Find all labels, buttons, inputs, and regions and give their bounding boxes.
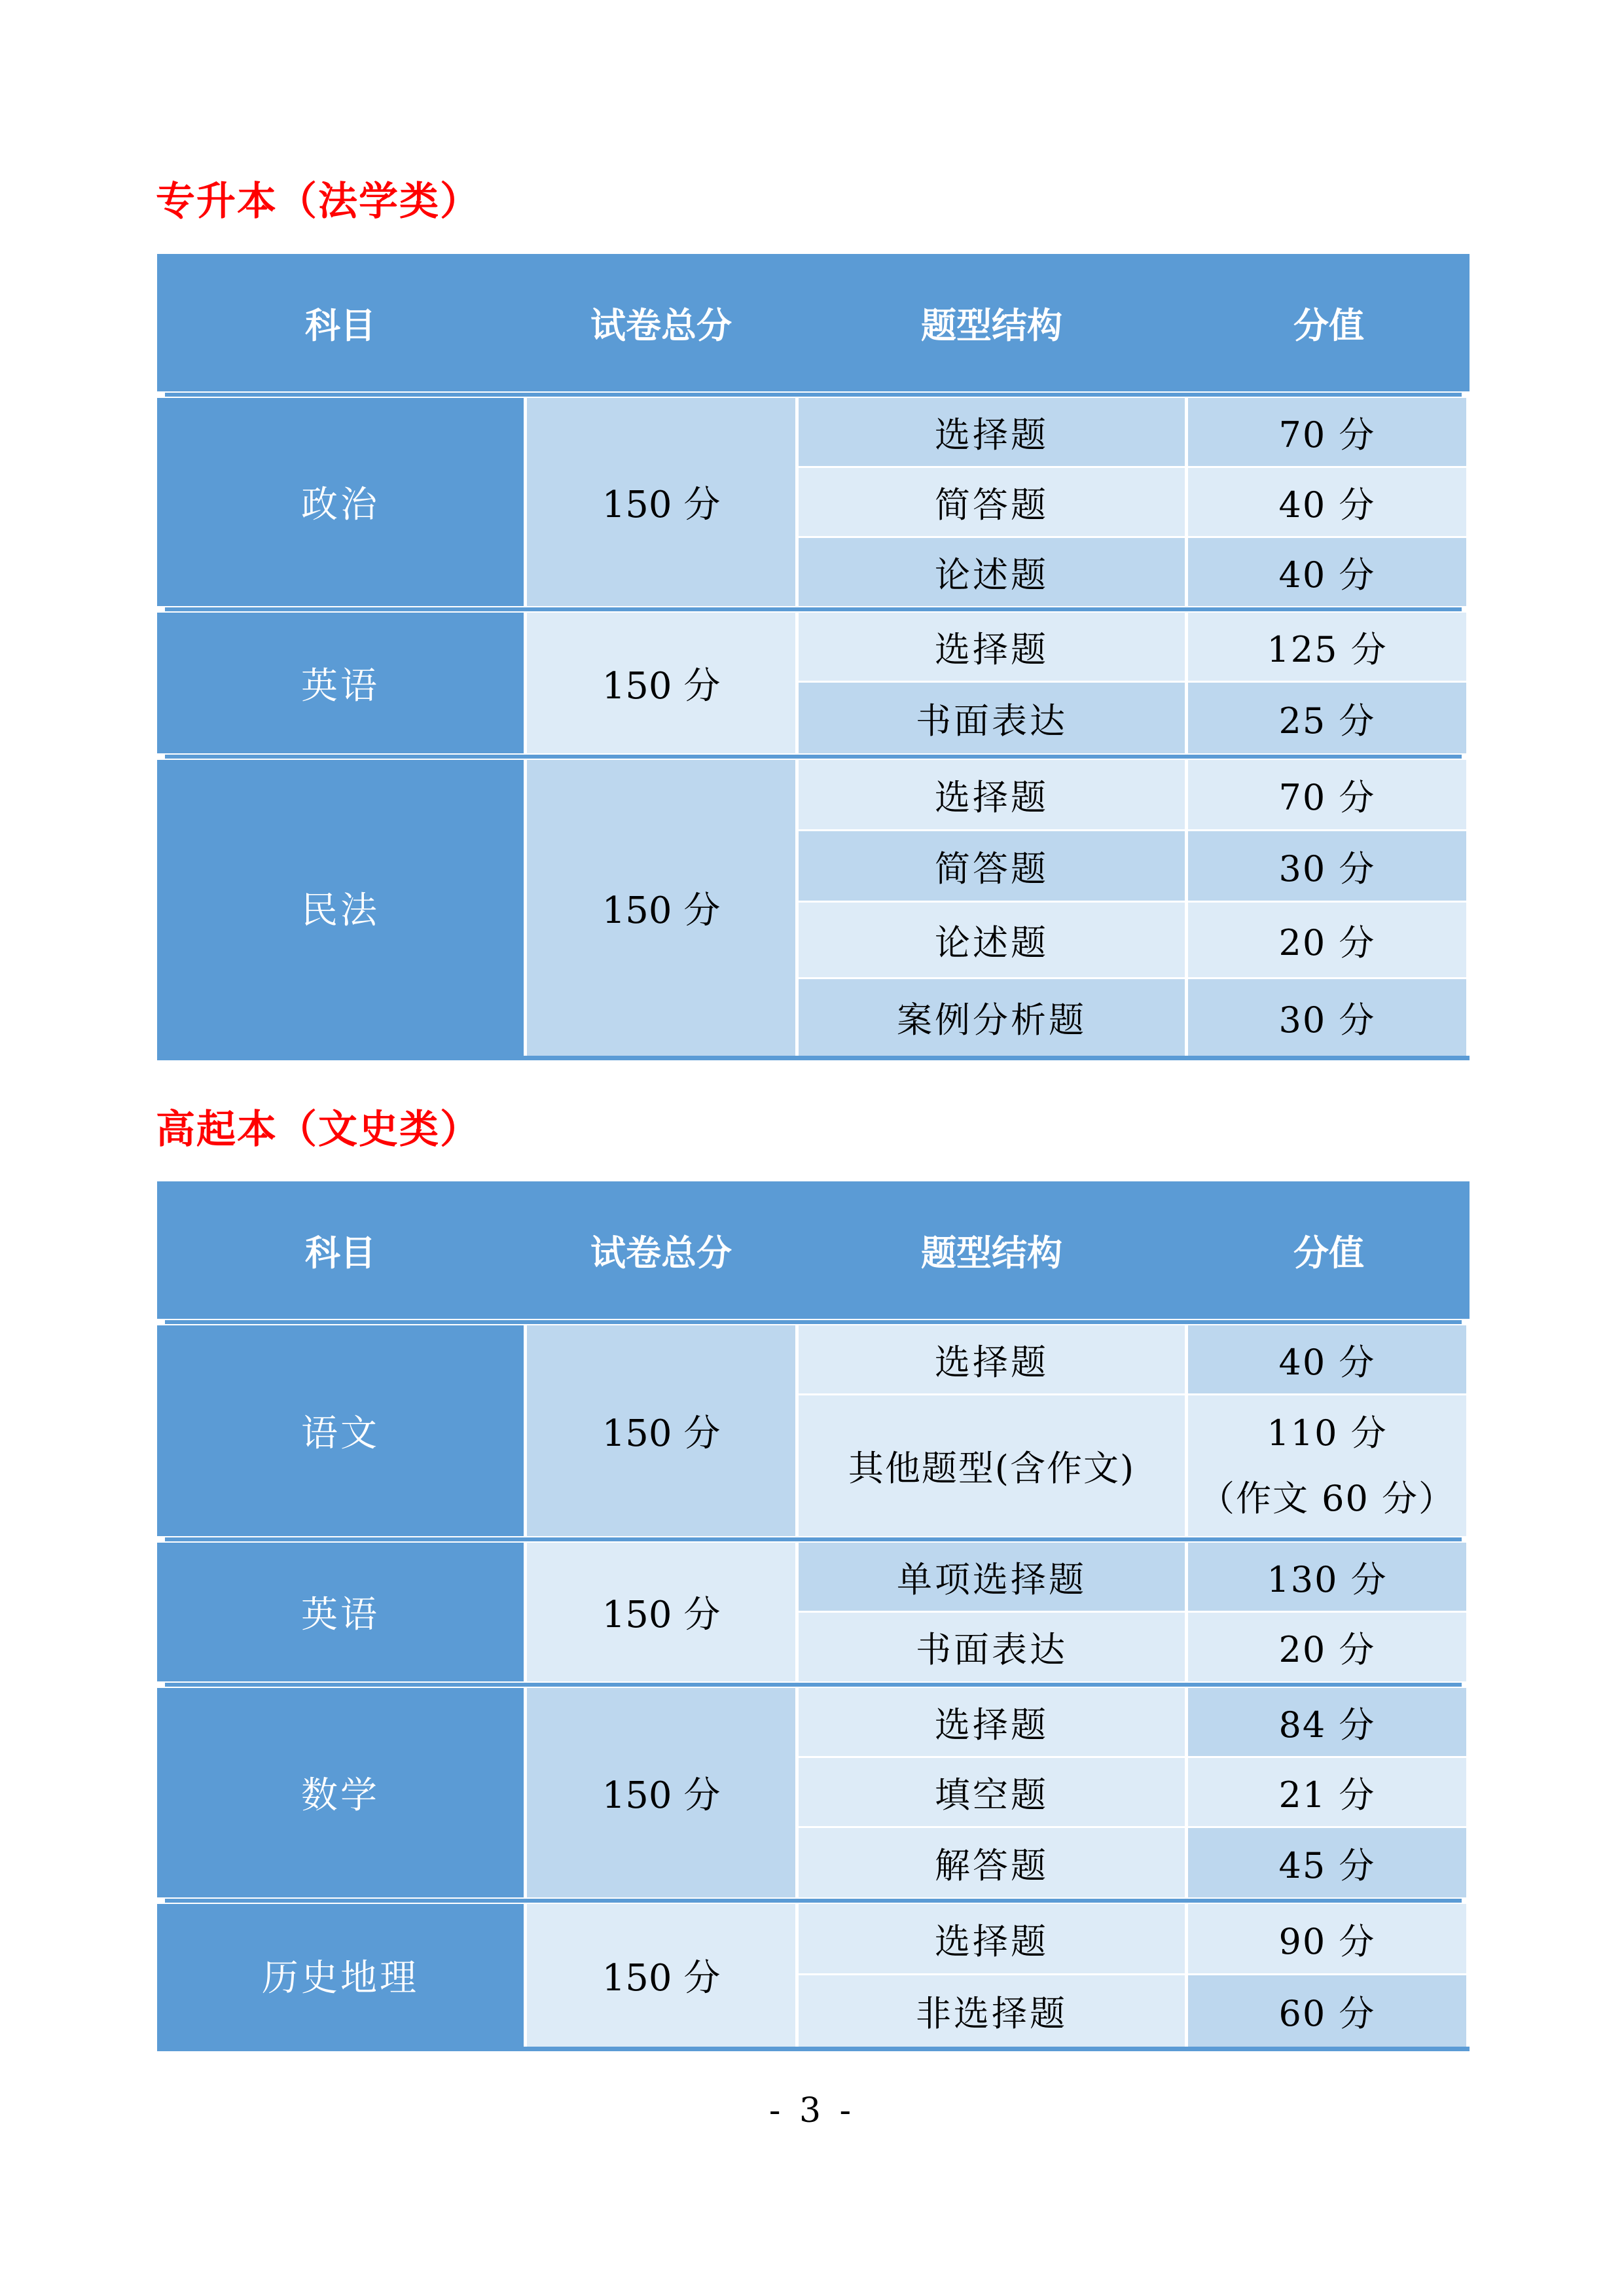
row-separator xyxy=(157,1897,1470,1904)
score-cell: 70 分 xyxy=(1188,760,1466,829)
score-cell xyxy=(1188,1395,1466,1536)
type-cell: 选择题 xyxy=(799,613,1185,681)
row-separator xyxy=(157,391,1470,398)
header-subject: 科目 xyxy=(305,304,376,346)
total-cell: 150 分 xyxy=(527,760,795,1056)
table-bottom-border xyxy=(157,2047,1470,2051)
type-cell: 选择题 xyxy=(799,760,1185,829)
total-cell: 150 分 xyxy=(527,1325,795,1536)
type-cell: 论述题 xyxy=(799,538,1185,606)
total-cell: 150 分 xyxy=(527,1543,795,1681)
exam-table-arts xyxy=(157,1181,1470,2065)
score-cell: 125 分 xyxy=(1188,613,1466,681)
row-separator xyxy=(157,606,1470,613)
type-cell: 书面表达 xyxy=(799,1613,1185,1681)
type-cell: 单项选择题 xyxy=(799,1543,1185,1611)
section-title-arts: 高起本（文史类） xyxy=(156,1107,480,1153)
row-separator xyxy=(157,1681,1470,1688)
score-cell: 90 分 xyxy=(1188,1904,1466,1973)
score-cell: 21 分 xyxy=(1188,1758,1466,1826)
type-cell: 填空题 xyxy=(799,1758,1185,1826)
score-cell: 20 分 xyxy=(1188,1613,1466,1681)
header-total: 试卷总分 xyxy=(590,1232,732,1274)
total-cell: 150 分 xyxy=(527,1688,795,1897)
total-cell: 150 分 xyxy=(527,398,795,606)
table-bottom-border xyxy=(157,1056,1470,1060)
exam-table-law xyxy=(157,254,1470,1060)
header-score: 分值 xyxy=(1293,304,1364,346)
type-cell: 简答题 xyxy=(799,468,1185,536)
type-cell: 案例分析题 xyxy=(799,979,1185,1056)
score-cell: 70 分 xyxy=(1188,398,1466,466)
score-cell: 30 分 xyxy=(1188,979,1466,1056)
type-cell: 其他题型(含作文) xyxy=(799,1395,1185,1536)
subject-cell: 历史地理 xyxy=(157,1904,524,2047)
score-cell: 45 分 xyxy=(1188,1828,1466,1897)
subject-cell: 英语 xyxy=(157,613,524,753)
type-cell: 论述题 xyxy=(799,903,1185,977)
type-cell: 选择题 xyxy=(799,398,1185,466)
score-cell: 25 分 xyxy=(1188,683,1466,753)
type-cell: 非选择题 xyxy=(799,1975,1185,2047)
section-title-law: 专升本（法学类） xyxy=(156,179,480,224)
type-cell: 选择题 xyxy=(799,1325,1185,1393)
subject-cell: 语文 xyxy=(157,1325,524,1536)
table-header xyxy=(157,254,1470,391)
type-cell: 简答题 xyxy=(799,831,1185,901)
type-cell: 解答题 xyxy=(799,1828,1185,1897)
score-cell: 20 分 xyxy=(1188,903,1466,977)
type-cell: 选择题 xyxy=(799,1688,1185,1756)
row-separator xyxy=(157,753,1470,760)
score-cell: 84 分 xyxy=(1188,1688,1466,1756)
score-cell: 40 分 xyxy=(1188,538,1466,606)
header-subject: 科目 xyxy=(305,1232,376,1274)
table-header xyxy=(157,1181,1470,1319)
score-cell: 40 分 xyxy=(1188,1325,1466,1393)
type-cell: 选择题 xyxy=(799,1904,1185,1973)
score-cell: 40 分 xyxy=(1188,468,1466,536)
score-value: 110 分 xyxy=(1267,1412,1388,1454)
header-total: 试卷总分 xyxy=(590,304,732,346)
header-score: 分值 xyxy=(1293,1232,1364,1274)
type-cell: 书面表达 xyxy=(799,683,1185,753)
total-cell: 150 分 xyxy=(527,613,795,753)
score-cell: 130 分 xyxy=(1188,1543,1466,1611)
header-type: 题型结构 xyxy=(921,1232,1062,1274)
subject-cell: 民法 xyxy=(157,760,524,1056)
subject-cell: 政治 xyxy=(157,398,524,606)
score-cell: 60 分 xyxy=(1188,1975,1466,2047)
total-cell: 150 分 xyxy=(527,1904,795,2047)
row-separator xyxy=(157,1536,1470,1543)
row-separator xyxy=(157,1319,1470,1325)
subject-cell: 英语 xyxy=(157,1543,524,1681)
page-number: - 3 - xyxy=(768,2091,856,2130)
score-cell: 30 分 xyxy=(1188,831,1466,901)
header-type: 题型结构 xyxy=(921,304,1062,346)
subject-cell: 数学 xyxy=(157,1688,524,1897)
score-note: （作文 60 分） xyxy=(1199,1477,1456,1519)
